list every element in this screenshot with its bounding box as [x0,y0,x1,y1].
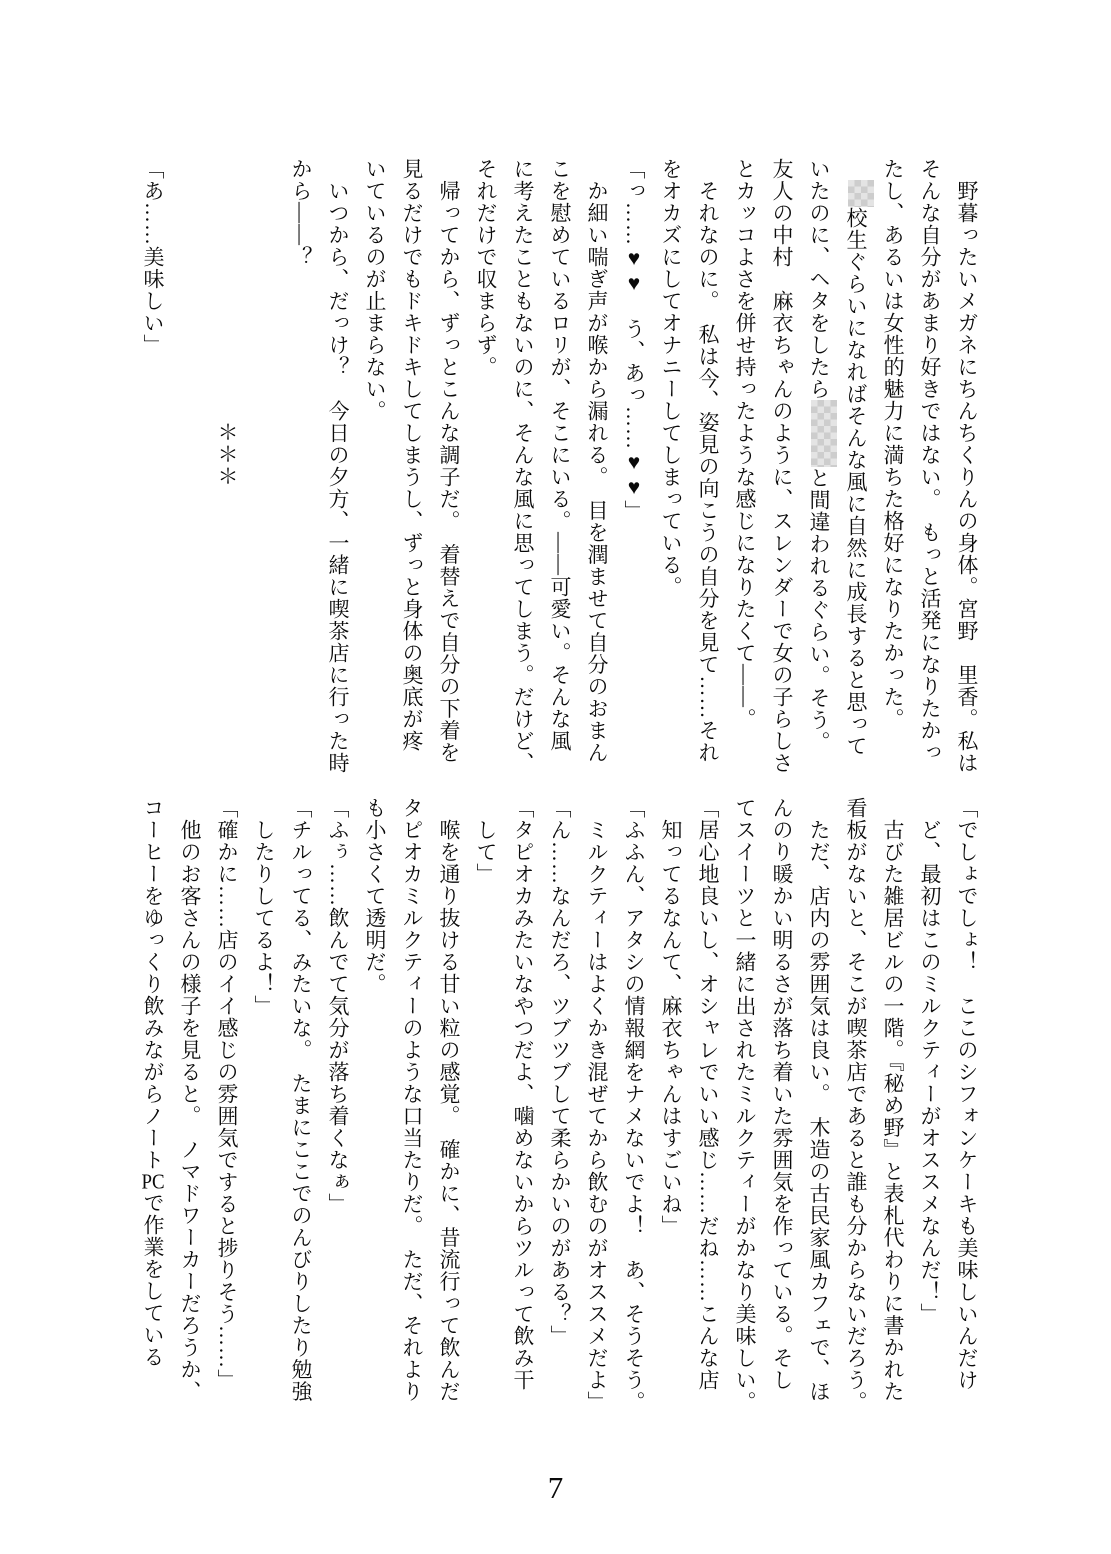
censor-mosaic [848,180,874,207]
text-line-censored [837,158,874,780]
bottom-text-block [134,797,985,1419]
text-line-dialogue: 知ってるなんて、麻衣ちゃんはすごいね」 [659,797,683,1237]
text-line: ただ、店内の雰囲気は良い。 木造の古民家風カフェで、ほ [807,797,831,1403]
text-line-dialogue: して」 [474,797,498,885]
text-line: 見るだけでもドキドキしてしまうし、ずっと身体の奥底が疼 [400,158,424,752]
section-divider: ＊＊＊ [215,421,239,487]
line-segment: と間違われるぐらい。そう。 [807,467,831,753]
page-number: 7 [547,1470,564,1505]
blank-line [245,158,282,780]
text-line: も小さくて透明だ。 [363,797,387,995]
latin-upright-segment: PC [141,1171,165,1192]
text-line: から――？ [289,158,313,268]
text-line-dialogue: 「っ……♥♥ う、あっ……♥♥」 [622,158,646,522]
censor-mosaic [811,400,837,467]
text-line: そんな自分があまり好きではない。 もっと活発になりたかっ [918,158,942,764]
text-line: タピオカミルクティーのような口当たりだ。 ただ、それより [400,797,424,1403]
text-line: 看板がないと、そこが喫茶店であると誰も分からないだろう。 [844,797,868,1413]
line-segment: で作業をしている [141,1192,165,1368]
text-line: 古びた雑居ビルの一階。『秘め野』と表札代わりに書かれた [881,797,905,1403]
text-line: 他のお客さんの様子を見ると。 ノマドワーカーだろうか、 [178,797,202,1403]
text-line-dialogue: 「居心地良いし、オシャレでいい感じ……だね……こんな店 [696,797,720,1391]
text-line: それだけで収まらず。 [474,158,498,378]
line-segment: 校生ぐらいになればそんな風に自然に成長すると思って [844,207,868,757]
text-line: んのり暖かい明るさが落ち着いた雰囲気を作っている。そし [770,797,794,1391]
text-line: をオカズにしてオナニーしてしまっている。 [659,158,683,598]
text-line-dialogue: 「でしょでしょ！ ここのシフォンケーキも美味しいんだけ [955,797,979,1391]
text-line: に考えたこともないのに、そんな風に思ってしまう。だけど、 [511,158,535,774]
text-line-dialogue: ど、最初はこのミルクティーがオススメなんだ！」 [918,797,942,1325]
text-line-dialogue: 「タピオカみたいなやつだよ、噛めないからツルって飲み干 [511,797,535,1391]
text-line: 喉を通り抜ける甘い粒の感覚。 確かに、昔流行って飲んだ [437,797,461,1403]
line-segment [844,158,868,180]
text-line-dialogue: 「ふふん、アタシの情報網をナメないでよ！ あ、そうそう。 [622,797,646,1413]
text-line-dialogue: 「確かに……店のイイ感じの雰囲気ですると捗りそう……」 [215,797,239,1391]
text-line-dialogue: 「ふぅ……飲んでて気分が落ち着くなぁ」 [326,797,350,1215]
text-line-dialogue: 「あ……美味しい」 [141,158,165,356]
text-line: それなのに。 私は今、姿見の向こうの自分を見て……それ [696,158,720,764]
text-line-dialogue: 「チルってる、みたいな。 たまにここでのんびりしたり勉強 [289,797,313,1403]
line-segment: コーヒーをゆっくり飲みながらノート [141,797,165,1171]
text-line: 帰ってから、ずっとこんな調子だ。 着替えで自分の下着を [437,158,461,764]
text-line: いつから、だっけ？ 今日の夕方、一緒に喫茶店に行った時 [326,158,350,774]
blank-line [171,158,208,780]
text-line-dialogue: 「ん……なんだろ、ツブツブして柔らかいのがある？」 [548,797,572,1347]
text-line: てスイーツと一緒に出されたミルクティーがかなり美味しい。 [733,797,757,1413]
text-line: いているのが止まらない。 [363,158,387,422]
text-line-dialogue: ミルクティーはよくかき混ぜてから飲むのがオススメだよ」 [585,797,609,1413]
text-line-pc [134,797,171,1419]
text-line-censored [800,158,837,780]
text-line-dialogue: したりしてるよ！」 [252,797,276,1017]
text-line: こを慰めているロリが、そこにいる。――可愛い。そんな風 [548,158,572,752]
text-line: 野暮ったいメガネにちんちくりんの身体。宮野 里香。私は [955,158,979,774]
text-line: たし、あるいは女性的魅力に満ちた格好になりたかった。 [881,158,905,730]
text-line: か細い喘ぎ声が喉から漏れる。 目を潤ませて自分のおまん [585,158,609,764]
text-line: とカッコよさを併せ持ったような感じになりたくて――。 [733,158,757,730]
line-segment: いたのに、ヘタをしたら [807,158,831,400]
text-line: 友人の中村 麻衣ちゃんのように、スレンダーで女の子らしさ [770,158,794,774]
